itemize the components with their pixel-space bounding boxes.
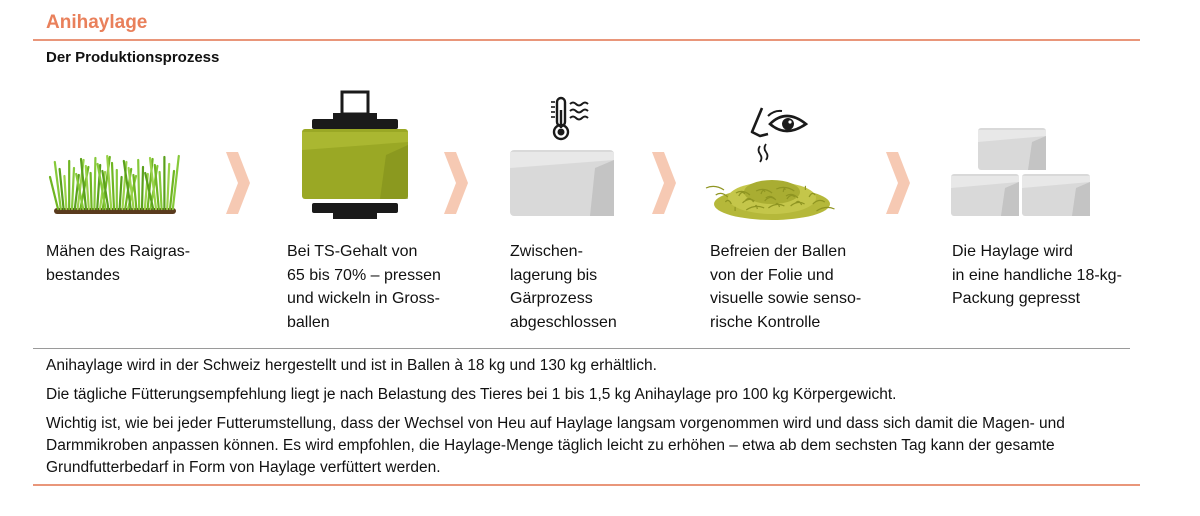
process-diagram — [0, 80, 1200, 230]
arrow-icon — [886, 152, 910, 214]
haylage-packages-icon — [951, 128, 1090, 216]
arrow-icon — [444, 152, 468, 214]
description-paragraph: Wichtig ist, wie bei jeder Futterumstellung, dass der Wechsel von Heu auf Haylage langsam vorgenommen wird und dass sich damit die Magen- und Darmmikroben anpassen können. Es wird empfohlen, die Haylage-Menge täglich leicht zu erhöhen – etwa ab dem sechsten Tag kann der gesamte Grundfutterbedarf in Form von Haylage verfüttert werden. — [46, 415, 1065, 476]
hay-pile-icon — [706, 180, 835, 220]
description-block — [46, 355, 1136, 486]
page-title: Anihaylage — [46, 12, 148, 33]
middle-divider — [33, 348, 1130, 349]
step-5-text: Die Haylage wird in eine handliche 18-kg- Packung gepresst — [952, 243, 1122, 307]
step-3-text: Zwischen- lagerung bis Gärprozess abgeschlossen — [510, 243, 617, 331]
description-paragraph: Anihaylage wird in der Schweiz hergestellt und ist in Ballen à 18 kg und 130 kg erhältlich. — [46, 357, 657, 374]
step-4-text: Befreien der Ballen von der Folie und visuelle sowie senso- rische Kontrolle — [710, 243, 862, 331]
grass-icon — [50, 156, 179, 214]
step-1-text: Mähen des Raigras- bestandes — [46, 243, 191, 284]
bottom-divider — [33, 484, 1140, 486]
arrow-icon — [652, 152, 676, 214]
thermometer-icon — [551, 98, 588, 139]
top-divider — [33, 39, 1140, 41]
storage-bale-icon — [510, 150, 614, 216]
arrow-icon — [226, 152, 250, 214]
section-subtitle: Der Produktionsprozess — [46, 49, 220, 66]
bale-press-icon — [302, 92, 408, 219]
step-2-text: Bei TS-Gehalt von 65 bis 70% – pressen und wickeln in Gross- ballen — [287, 243, 441, 331]
nose-eye-icon — [752, 108, 806, 162]
description-paragraph: Die tägliche Fütterungsempfehlung liegt je nach Belastung des Tieres bei 1 bis 1,5 kg Anihaylage pro 100 kg Körpergewicht. — [46, 386, 897, 403]
